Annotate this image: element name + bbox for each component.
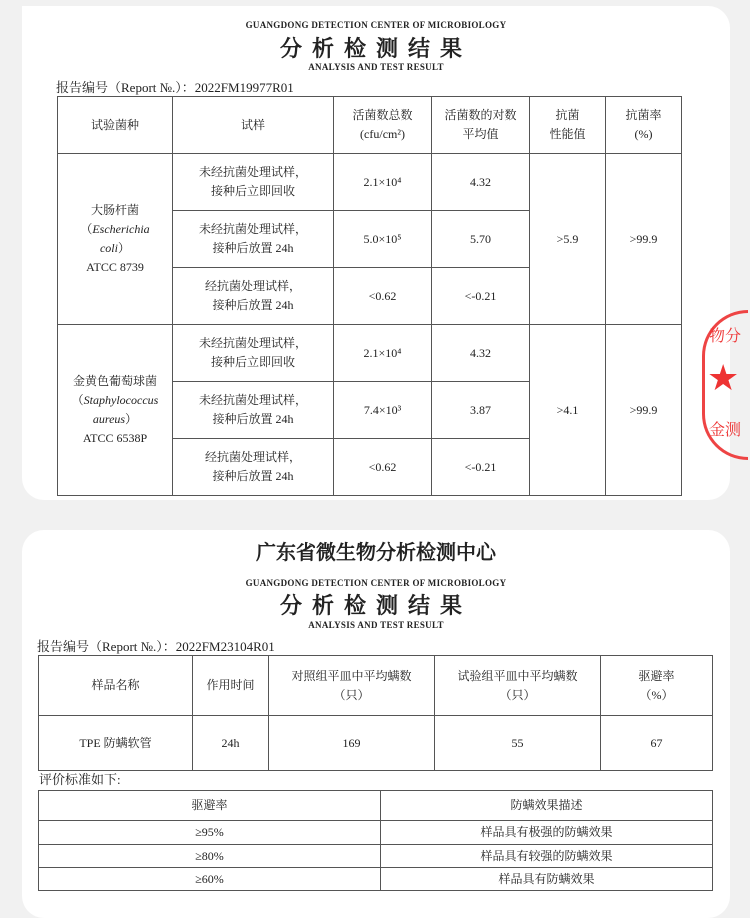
cell-count: 5.0×10⁵ — [334, 211, 432, 268]
col-test: 试验组平皿中平均螨数 （只） — [435, 656, 601, 716]
col-sample-name: 样品名称 — [39, 656, 193, 716]
cell-count: <0.62 — [334, 439, 432, 496]
report-number: 报告编号（Report №.）：2022FM23104R01 — [37, 639, 275, 654]
col-sample: 试样 — [173, 97, 334, 154]
col-time: 作用时间 — [193, 656, 269, 716]
red-seal-stamp: 物分 ★ 金测 — [702, 310, 748, 460]
col-count: 活菌数总数 (cfu/cm²) — [334, 97, 432, 154]
cell-species: 大肠杆菌 （Escherichia coli） ATCC 8739 — [58, 154, 173, 325]
cell-log: 5.70 — [432, 211, 530, 268]
col-repellency: 驱避率 （%） — [601, 656, 713, 716]
criteria-table — [38, 790, 713, 891]
cell-sample: 经抗菌处理试样， 接种后放置 24h — [173, 268, 334, 325]
cell-sample: 未经抗菌处理试样， 接种后立即回收 — [173, 154, 334, 211]
table-row — [58, 325, 682, 382]
cell-control: 169 — [269, 716, 435, 771]
cell-effect: 样品具有防螨效果 — [381, 868, 713, 891]
col-performance: 抗菌 性能值 — [530, 97, 606, 154]
cell-effect: 样品具有较强的防螨效果 — [381, 845, 713, 868]
subtitle-en: ANALYSIS AND TEST RESULT — [308, 62, 444, 72]
cell-species: 金黄色葡萄球菌 （Staphylococcus aureus） ATCC 6538P — [58, 325, 173, 496]
cell-count: 2.1×10⁴ — [334, 154, 432, 211]
cell-rate: ≥80% — [39, 845, 381, 868]
cell-rate: >99.9 — [606, 325, 682, 496]
col-log: 活菌数的对数 平均值 — [432, 97, 530, 154]
col-rate: 抗菌率 (%) — [606, 97, 682, 154]
report-number: 报告编号（Report №.）：2022FM19977R01 — [56, 80, 294, 95]
cell-rate: ≥95% — [39, 821, 381, 845]
cell-sample: 未经抗菌处理试样， 接种后放置 24h — [173, 382, 334, 439]
antibacterial-table — [57, 96, 682, 496]
cell-time: 24h — [193, 716, 269, 771]
cell-count: <0.62 — [334, 268, 432, 325]
org-name: 广东省微生物分析检测中心 — [256, 540, 496, 564]
cell-rate: >99.9 — [606, 154, 682, 325]
cell-performance: >5.9 — [530, 154, 606, 325]
cell-repellency: 67 — [601, 716, 713, 771]
table-row — [58, 154, 682, 211]
header-en: GUANGDONG DETECTION CENTER OF MICROBIOLOGY — [245, 20, 507, 30]
col-effect: 防螨效果描述 — [381, 791, 713, 821]
col-rate: 驱避率 — [39, 791, 381, 821]
cell-log: <-0.21 — [432, 268, 530, 325]
cell-log: 3.87 — [432, 382, 530, 439]
cell-performance: >4.1 — [530, 325, 606, 496]
antimite-table — [38, 655, 713, 771]
cell-effect: 样品具有极强的防螨效果 — [381, 821, 713, 845]
title-cn: 分析检测结果 — [279, 37, 472, 62]
table-row — [39, 845, 713, 868]
criteria-label: 评价标准如下: — [39, 772, 121, 787]
table-row — [39, 868, 713, 891]
header-en: GUANGDONG DETECTION CENTER OF MICROBIOLOGY — [245, 578, 507, 588]
cell-sample: 经抗菌处理试样， 接种后放置 24h — [173, 439, 334, 496]
cell-count: 7.4×10³ — [334, 382, 432, 439]
cell-sample: 未经抗菌处理试样， 接种后放置 24h — [173, 211, 334, 268]
subtitle-en: ANALYSIS AND TEST RESULT — [308, 620, 444, 630]
cell-count: 2.1×10⁴ — [334, 325, 432, 382]
table-row — [39, 716, 713, 771]
col-control: 对照组平皿中平均螨数 （只） — [269, 656, 435, 716]
cell-log: <-0.21 — [432, 439, 530, 496]
cell-sample: 未经抗菌处理试样， 接种后立即回收 — [173, 325, 334, 382]
col-species: 试验菌种 — [58, 97, 173, 154]
cell-log: 4.32 — [432, 154, 530, 211]
title-cn: 分析检测结果 — [279, 594, 472, 619]
cell-rate: ≥60% — [39, 868, 381, 891]
cell-test: 55 — [435, 716, 601, 771]
cell-sample: TPE 防螨软管 — [39, 716, 193, 771]
table-row — [39, 821, 713, 845]
cell-log: 4.32 — [432, 325, 530, 382]
